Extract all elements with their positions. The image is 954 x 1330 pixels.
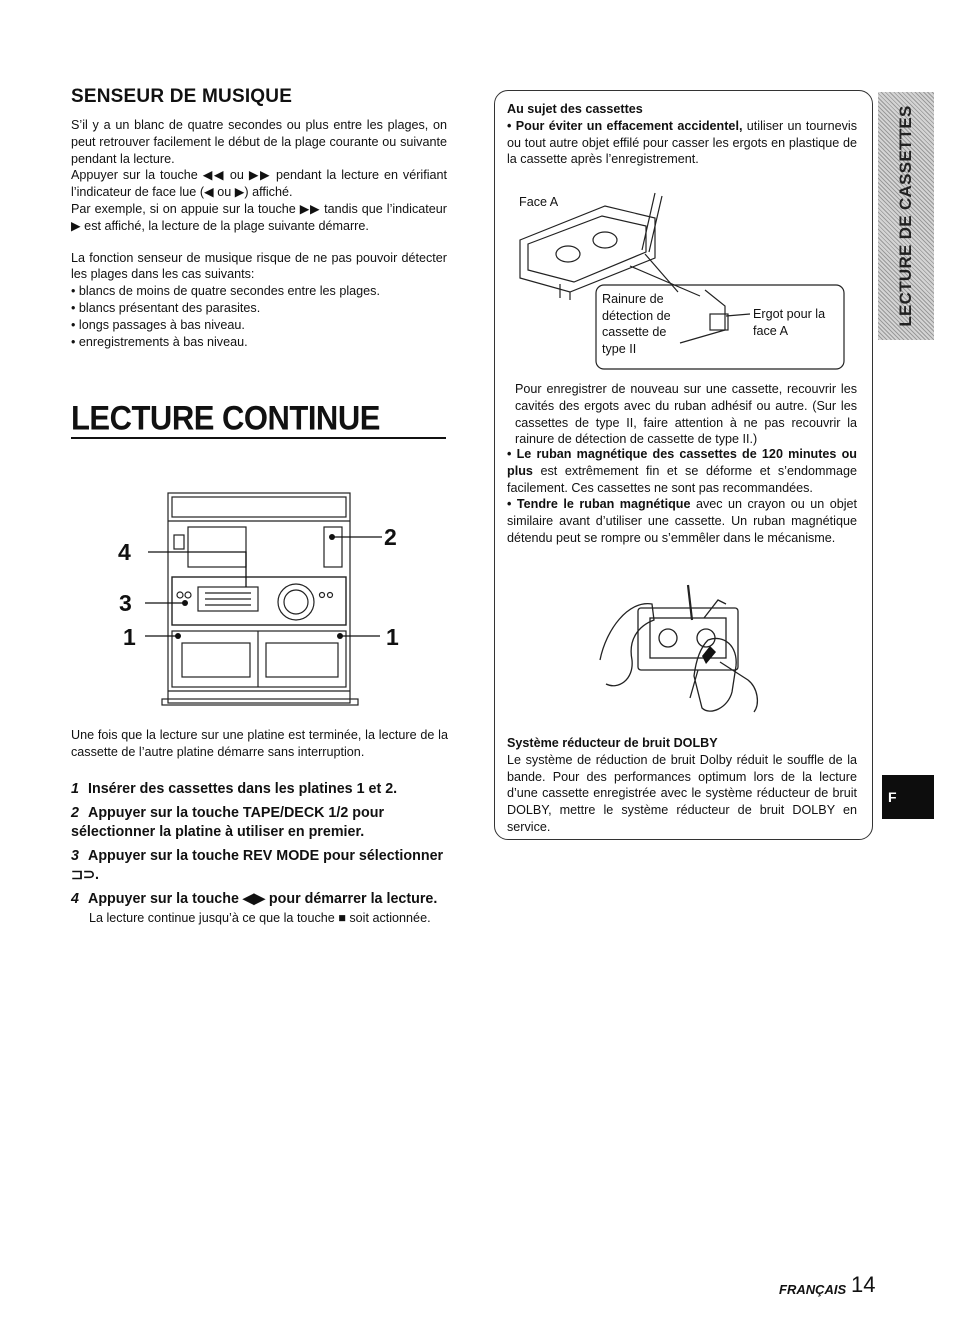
cassettes-bullet-1: • Pour éviter un effacement accidentel, utiliser un tournevis ou tout autre objet effilé pour casser les ergots en plastique de la cassette après l’enregistrement. bbox=[507, 118, 858, 167]
step-1: 1 Insérer des cassettes dans les platines 1 et 2. bbox=[71, 781, 398, 797]
callout-3: 3 bbox=[119, 590, 132, 616]
reenregistrer-paragraph: Pour enregistrer de nouveau sur une cassette, recouvrir les cavités des ergots avec du ruban adhésif ou autre. (Sur les cassettes de type II, faire attention à ne pas recouvrir la rainure de détection de cassette de type II.) bbox=[515, 382, 857, 447]
step-note: La lecture continue jusqu’à ce que la touche ■ soit actionnée. bbox=[89, 911, 431, 925]
section-side-tab: LECTURE DE CASSETTES bbox=[878, 92, 934, 340]
cassettes-heading: Au sujet des cassettes bbox=[507, 102, 643, 116]
title-underline bbox=[71, 437, 446, 439]
step-3: 3 Appuyer sur la touche REV MODE pour sélectionner ⊐⊃. bbox=[71, 848, 444, 883]
footer-language: FRANÇAIS bbox=[779, 1282, 847, 1297]
step-2: 2 Appuyer sur la touche TAPE/DECK 1/2 pour sélectionner la platine à utiliser en premier. bbox=[71, 805, 385, 840]
senseur-bullet: • enregistrements à bas niveau. bbox=[71, 334, 248, 349]
cassettes-middle bbox=[515, 381, 857, 448]
figure-label-ergot: Ergot pour la face A bbox=[753, 307, 826, 338]
senseur-paragraph-2: Appuyer sur la touche ◀◀ ou ▶▶ pendant la lecture en vérifiant l’indicateur de face lue (◀ ou ▶) affiché. bbox=[71, 168, 447, 200]
stereo-illustration bbox=[110, 485, 410, 710]
section-title-lecture: LECTURE CONTINUE bbox=[71, 398, 380, 438]
cassettes-top bbox=[507, 101, 857, 168]
figure-label-rainure: Rainure de détection de cassette de type II bbox=[602, 292, 671, 356]
senseur-bullet: • longs passages à bas niveau. bbox=[71, 317, 245, 332]
senseur-body bbox=[71, 117, 447, 350]
senseur-paragraph-1: S’il y a un blanc de quatre secondes ou plus entre les plages, on peut retrouver facilement le début de la plage courante ou suivante pendant la lecture. bbox=[71, 118, 447, 166]
callout-4: 4 bbox=[118, 539, 131, 565]
lecture-steps bbox=[71, 780, 449, 927]
callout-1-right: 1 bbox=[386, 624, 399, 650]
page-number: 14 bbox=[851, 1272, 876, 1297]
cassettes-bullet-3: • Tendre le ruban magnétique avec un crayon ou un objet similaire avant d’utiliser une cassette. Un ruban magnétique détendu peut se rompre ou s’emmêler dans le mécanisme. bbox=[507, 497, 857, 545]
step-4: 4 Appuyer sur la touche ◀▶ pour démarrer la lecture. bbox=[71, 891, 438, 907]
callout-1-left: 1 bbox=[123, 624, 136, 650]
section-title-senseur: SENSEUR DE MUSIQUE bbox=[71, 86, 293, 107]
senseur-paragraph-4: La fonction senseur de musique risque de ne pas pouvoir détecter les plages dans les cas suivants: bbox=[71, 250, 447, 282]
dolby-title: Système réducteur de bruit DOLBY bbox=[507, 736, 718, 750]
dolby-text: Le système de réduction de bruit Dolby réduit le souffle de la bande. Pour des performances optimum lors de la lecture d’une cassette enregistrée avec le système réducteur de bruit DOLBY, mettre le système réducteur de bruit DOLBY en service. bbox=[507, 752, 857, 834]
senseur-paragraph-3: Par exemple, si on appuie sur la touche ▶▶ tandis que l’indicateur ▶ est affiché, la lecture de la plage suivante démarre. bbox=[71, 201, 447, 233]
cassettes-bullets bbox=[507, 446, 857, 547]
cassettes-bullet-2: • Le ruban magnétique des cassettes de 120 minutes ou plus est extrêmement fin et se déforme et s’endommage facilement. Ces cassettes ne sont pas recommandées. bbox=[507, 447, 857, 495]
figure-label-face-a: Face A bbox=[519, 195, 559, 209]
hand-pencil-illustration bbox=[598, 580, 768, 720]
callout-2: 2 bbox=[384, 524, 397, 550]
senseur-bullet: • blancs de moins de quatre secondes entre les plages. bbox=[71, 284, 380, 299]
language-tab: F bbox=[882, 775, 934, 819]
dolby-section bbox=[507, 735, 857, 836]
senseur-bullet: • blancs présentant des parasites. bbox=[71, 300, 261, 315]
lecture-intro: Une fois que la lecture sur une platine est terminée, la lecture de la cassette de l’autre platine démarre sans interruption. bbox=[71, 728, 448, 759]
